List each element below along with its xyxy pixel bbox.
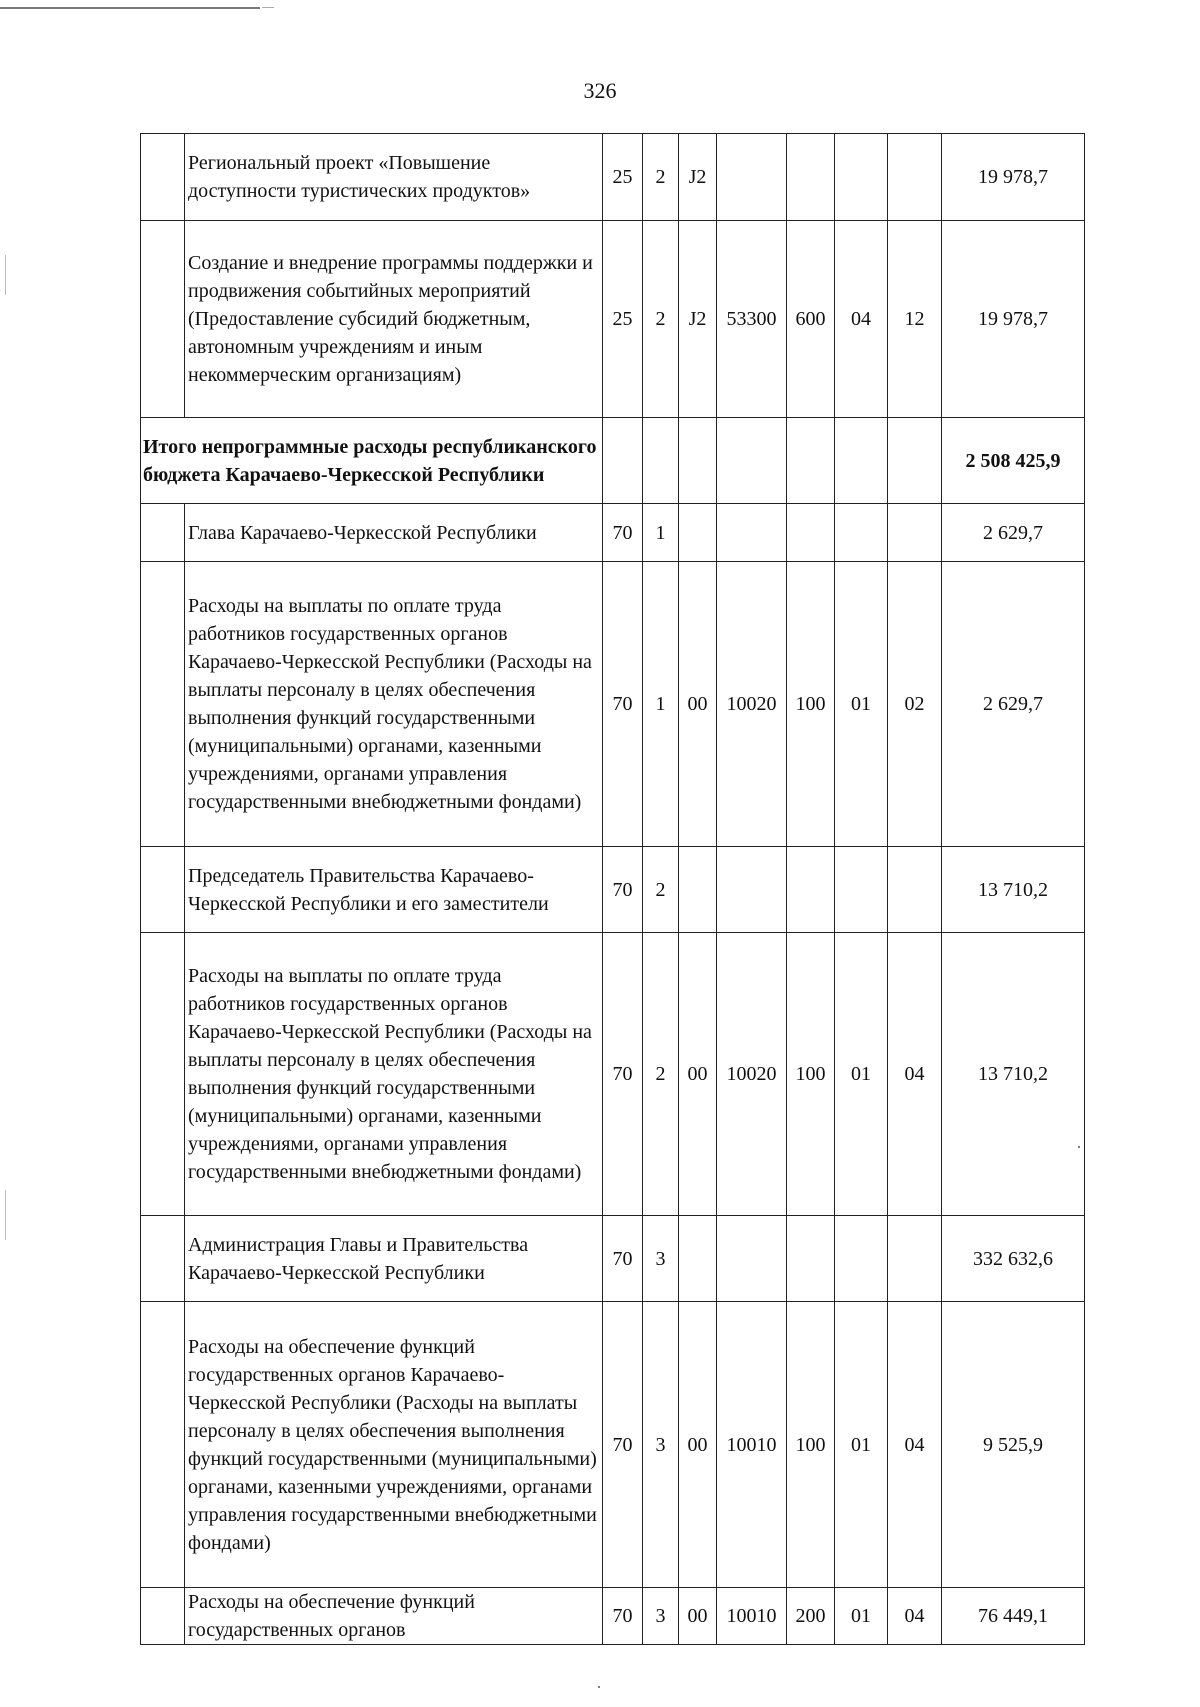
row-indent-cell — [141, 1216, 185, 1302]
amount-cell: 2 508 425,9 — [942, 418, 1085, 504]
code-cell — [888, 134, 942, 221]
amount-cell: 2 629,7 — [942, 504, 1085, 562]
code-cell: 70 — [603, 1216, 643, 1302]
row-name: Глава Карачаево-Черкесской Республики — [185, 504, 603, 562]
code-cell — [835, 134, 888, 221]
scan-edge-mark — [5, 1190, 6, 1240]
budget-table — [140, 133, 1085, 1645]
table-row — [141, 1302, 1085, 1588]
scan-artifact-line — [0, 7, 260, 9]
code-cell: 3 — [643, 1216, 679, 1302]
scan-speck — [1078, 1146, 1080, 1148]
code-cell: 25 — [603, 134, 643, 221]
scan-artifact-line — [262, 7, 274, 8]
row-name: Итого непрограммные расходы республиканского бюджета Карачаево-Черкесской Республики — [141, 418, 603, 504]
code-cell: 00 — [679, 1302, 717, 1588]
code-cell: 10020 — [717, 562, 787, 847]
amount-cell: 13 710,2 — [942, 847, 1085, 933]
code-cell: J2 — [679, 221, 717, 418]
code-cell: 600 — [787, 221, 835, 418]
code-cell: 25 — [603, 221, 643, 418]
code-cell: 3 — [643, 1588, 679, 1645]
code-cell — [888, 847, 942, 933]
row-indent-cell — [141, 933, 185, 1216]
table-row — [141, 221, 1085, 418]
code-cell — [888, 504, 942, 562]
code-cell: 70 — [603, 504, 643, 562]
code-cell — [717, 504, 787, 562]
code-cell — [717, 134, 787, 221]
code-cell: 04 — [888, 933, 942, 1216]
row-name: Председатель Правительства Карачаево-Черкесской Республики и его заместители — [185, 847, 603, 933]
row-name: Расходы на выплаты по оплате труда работников государственных органов Карачаево-Черкесской Республики (Расходы на выплаты персоналу в целях обеспечения выполнения функций государственными (муниципальными) органами, казенными учреждениями, органами управления государственными внебюджетными фондами) — [185, 562, 603, 847]
code-cell: 70 — [603, 933, 643, 1216]
row-name: Расходы на обеспечение функций государственных органов Карачаево-Черкесской Республики (Расходы на выплаты персоналу в целях обеспечения выполнения функций государственными (муниципальными) органами, казенными учреждениями, органами управления государственными внебюджетными фондами) — [185, 1302, 603, 1588]
code-cell: 04 — [888, 1588, 942, 1645]
code-cell — [603, 418, 643, 504]
table-row — [141, 134, 1085, 221]
code-cell: 10020 — [717, 933, 787, 1216]
table-row — [141, 504, 1085, 562]
code-cell — [787, 847, 835, 933]
code-cell: 100 — [787, 1302, 835, 1588]
amount-cell: 332 632,6 — [942, 1216, 1085, 1302]
code-cell: 01 — [835, 1588, 888, 1645]
code-cell — [717, 418, 787, 504]
code-cell — [679, 847, 717, 933]
code-cell — [787, 1216, 835, 1302]
table-row — [141, 933, 1085, 1216]
code-cell: 2 — [643, 847, 679, 933]
row-indent-cell — [141, 134, 185, 221]
table-row — [141, 1588, 1085, 1645]
code-cell — [835, 504, 888, 562]
code-cell — [835, 418, 888, 504]
row-indent-cell — [141, 504, 185, 562]
row-indent-cell — [141, 562, 185, 847]
scan-speck — [598, 1686, 600, 1688]
amount-cell: 19 978,7 — [942, 134, 1085, 221]
code-cell: 1 — [643, 504, 679, 562]
code-cell: 04 — [835, 221, 888, 418]
code-cell: 10010 — [717, 1302, 787, 1588]
amount-cell: 13 710,2 — [942, 933, 1085, 1216]
amount-cell: 2 629,7 — [942, 562, 1085, 847]
code-cell: 70 — [603, 1588, 643, 1645]
code-cell — [679, 418, 717, 504]
row-name: Расходы на обеспечение функций государственных органов — [185, 1588, 603, 1645]
code-cell: 01 — [835, 562, 888, 847]
code-cell: 12 — [888, 221, 942, 418]
code-cell — [835, 847, 888, 933]
code-cell: 70 — [603, 1302, 643, 1588]
code-cell: 01 — [835, 933, 888, 1216]
table-row — [141, 1216, 1085, 1302]
code-cell — [787, 504, 835, 562]
table-row — [141, 847, 1085, 933]
row-indent-cell — [141, 1588, 185, 1645]
code-cell: 10010 — [717, 1588, 787, 1645]
code-cell — [717, 847, 787, 933]
code-cell: 70 — [603, 562, 643, 847]
code-cell: 70 — [603, 847, 643, 933]
page-number: 326 — [583, 78, 617, 103]
row-name: Администрация Главы и Правительства Карачаево-Черкесской Республики — [185, 1216, 603, 1302]
row-indent-cell — [141, 847, 185, 933]
code-cell: 01 — [835, 1302, 888, 1588]
amount-cell: 19 978,7 — [942, 221, 1085, 418]
code-cell — [888, 418, 942, 504]
code-cell — [717, 1216, 787, 1302]
row-indent-cell — [141, 1302, 185, 1588]
row-name: Региональный проект «Повышение доступности туристических продуктов» — [185, 134, 603, 221]
code-cell — [679, 1216, 717, 1302]
code-cell: 02 — [888, 562, 942, 847]
code-cell — [787, 134, 835, 221]
code-cell: 2 — [643, 134, 679, 221]
code-cell: 1 — [643, 562, 679, 847]
code-cell — [835, 1216, 888, 1302]
code-cell: 200 — [787, 1588, 835, 1645]
code-cell — [643, 418, 679, 504]
code-cell: 04 — [888, 1302, 942, 1588]
row-name: Создание и внедрение программы поддержки и продвижения событийных мероприятий (Предоставление субсидий бюджетным, автономным учреждениям и иным некоммерческим организациям) — [185, 221, 603, 418]
row-name: Расходы на выплаты по оплате труда работников государственных органов Карачаево-Черкесской Республики (Расходы на выплаты персоналу в целях обеспечения выполнения функций государственными (муниципальными) органами, казенными учреждениями, органами управления государственными внебюджетными фондами) — [185, 933, 603, 1216]
code-cell: 00 — [679, 562, 717, 847]
code-cell: 100 — [787, 562, 835, 847]
code-cell: 100 — [787, 933, 835, 1216]
code-cell: 00 — [679, 933, 717, 1216]
code-cell — [679, 504, 717, 562]
total-row — [141, 418, 1085, 504]
code-cell: 2 — [643, 221, 679, 418]
code-cell: J2 — [679, 134, 717, 221]
scan-edge-mark — [5, 255, 6, 295]
row-indent-cell — [141, 221, 185, 418]
table-row — [141, 562, 1085, 847]
amount-cell: 9 525,9 — [942, 1302, 1085, 1588]
code-cell: 00 — [679, 1588, 717, 1645]
code-cell: 3 — [643, 1302, 679, 1588]
amount-cell: 76 449,1 — [942, 1588, 1085, 1645]
code-cell — [787, 418, 835, 504]
code-cell: 2 — [643, 933, 679, 1216]
code-cell: 53300 — [717, 221, 787, 418]
code-cell — [888, 1216, 942, 1302]
